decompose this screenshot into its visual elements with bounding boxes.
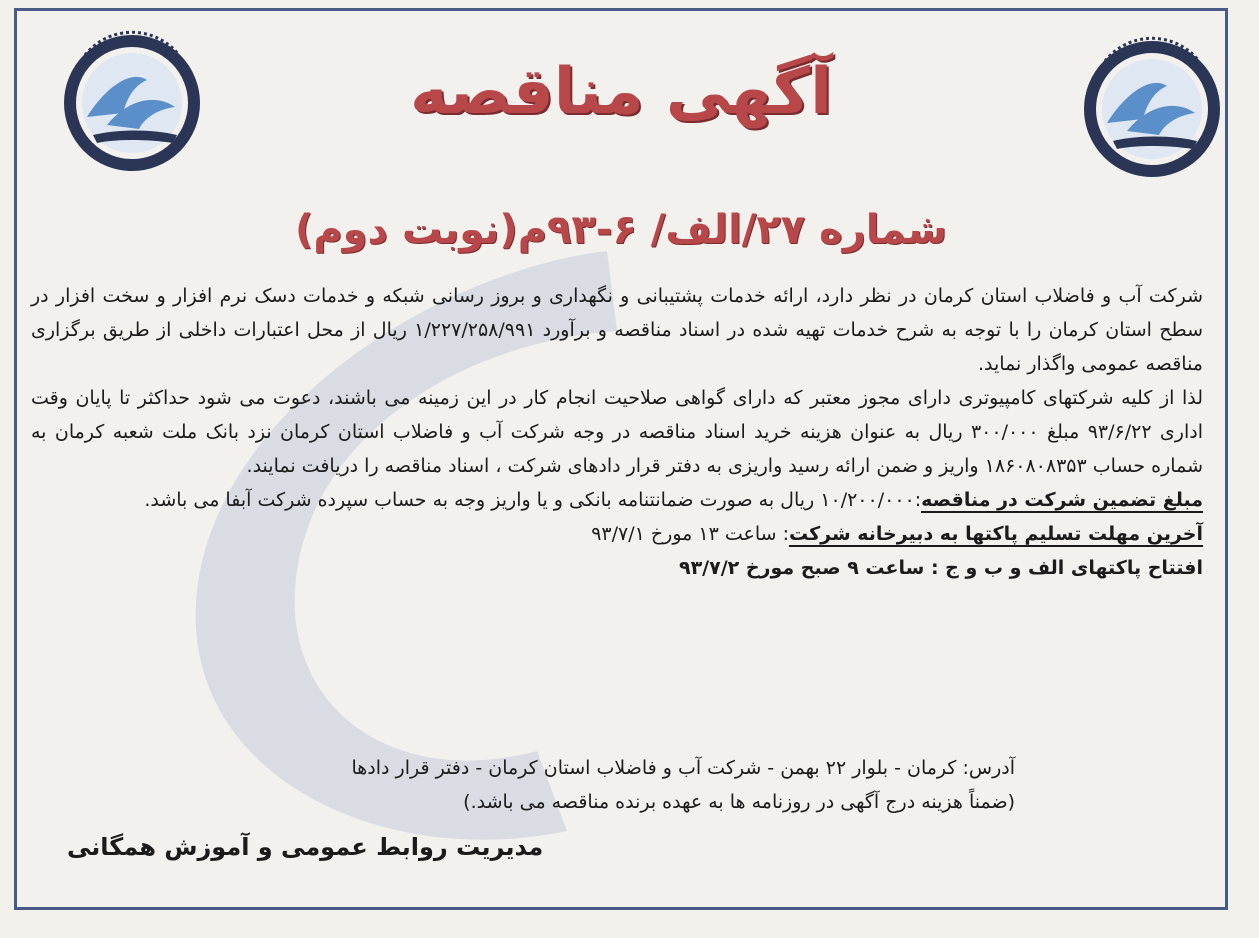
guarantee-text: :۱۰/۲۰۰/۰۰۰ ریال به صورت ضمانتنامه بانکی و یا واریز وجه به حساب سپرده شرکت آبفا می باشد. [144,489,922,511]
footer-block [217,751,1015,819]
address-line: آدرس: کرمان - بلوار ۲۲ بهمن - شرکت آب و فاضلاب استان کرمان - دفتر قرار دادها [351,757,1015,779]
notice-number: شماره ۲۷/الف/ ۶-۹۳م(نوبت دوم) [295,207,947,253]
notice-body [31,279,1203,585]
opening-line: افتتاح پاکتهای الف و ب و ج : ساعت ۹ صبح مورخ ۹۳/۷/۲ [678,557,1203,579]
guarantee-paragraph [31,483,1203,517]
deadline-line [31,517,1203,551]
notice-title: آگهی مناقصه [410,55,832,129]
notice-frame [14,8,1228,910]
guarantee-label: مبلغ تضمین شرکت در مناقصه [921,489,1203,511]
ad-cost-note: (ضمناً هزینه درج آگهی در روزنامه ها به عهده برنده مناقصه می باشد.) [463,791,1015,813]
signature: مدیریت روابط عمومی و آموزش همگانی [67,833,544,861]
invitation-paragraph: لذا از کلیه شرکتهای کامپیوتری دارای مجوز معتبر که دارای گواهی صلاحیت انجام کار در این زمینه می باشند، دعوت می شود حداکثر تا پایان وقت اداری ۹۳/۶/۲۲ مبلغ ۳۰۰/۰۰۰ ریال به عنوان هزینه خرید اسناد مناقصه در وجه شرکت آب و فاضلاب استان کرمان نزد بانک ملت شعبه کرمان به شماره حساب ۱۸۶۰۸۰۸۳۵۳ واریز و ضمن ارائه رسید واریزی به دفتر قرار دادهای شرکت ، اسناد مناقصه را دریافت نمایند. [31,387,1203,477]
intro-paragraph: شرکت آب و فاضلاب استان کرمان در نظر دارد، ارائه خدمات پشتیبانی و نگهداری و بروز رسانی شبکه و خدمات دسک نرم افزار و سخت افزار در سطح استان کرمان را با توجه به شرح خدمات تهیه شده در اسناد مناقصه و برآورد ۱/۲۲۷/۲۵۸/۹۹۱ ریال از محل اعتبارات داخلی از طریق برگزاری مناقصه عمومی واگذار نماید. [31,285,1203,375]
deadline-text: : ساعت ۱۳ مورخ ۹۳/۷/۱ [591,523,789,545]
deadline-label: آخرین مهلت تسلیم پاکتها به دبیرخانه شرکت [788,523,1203,545]
